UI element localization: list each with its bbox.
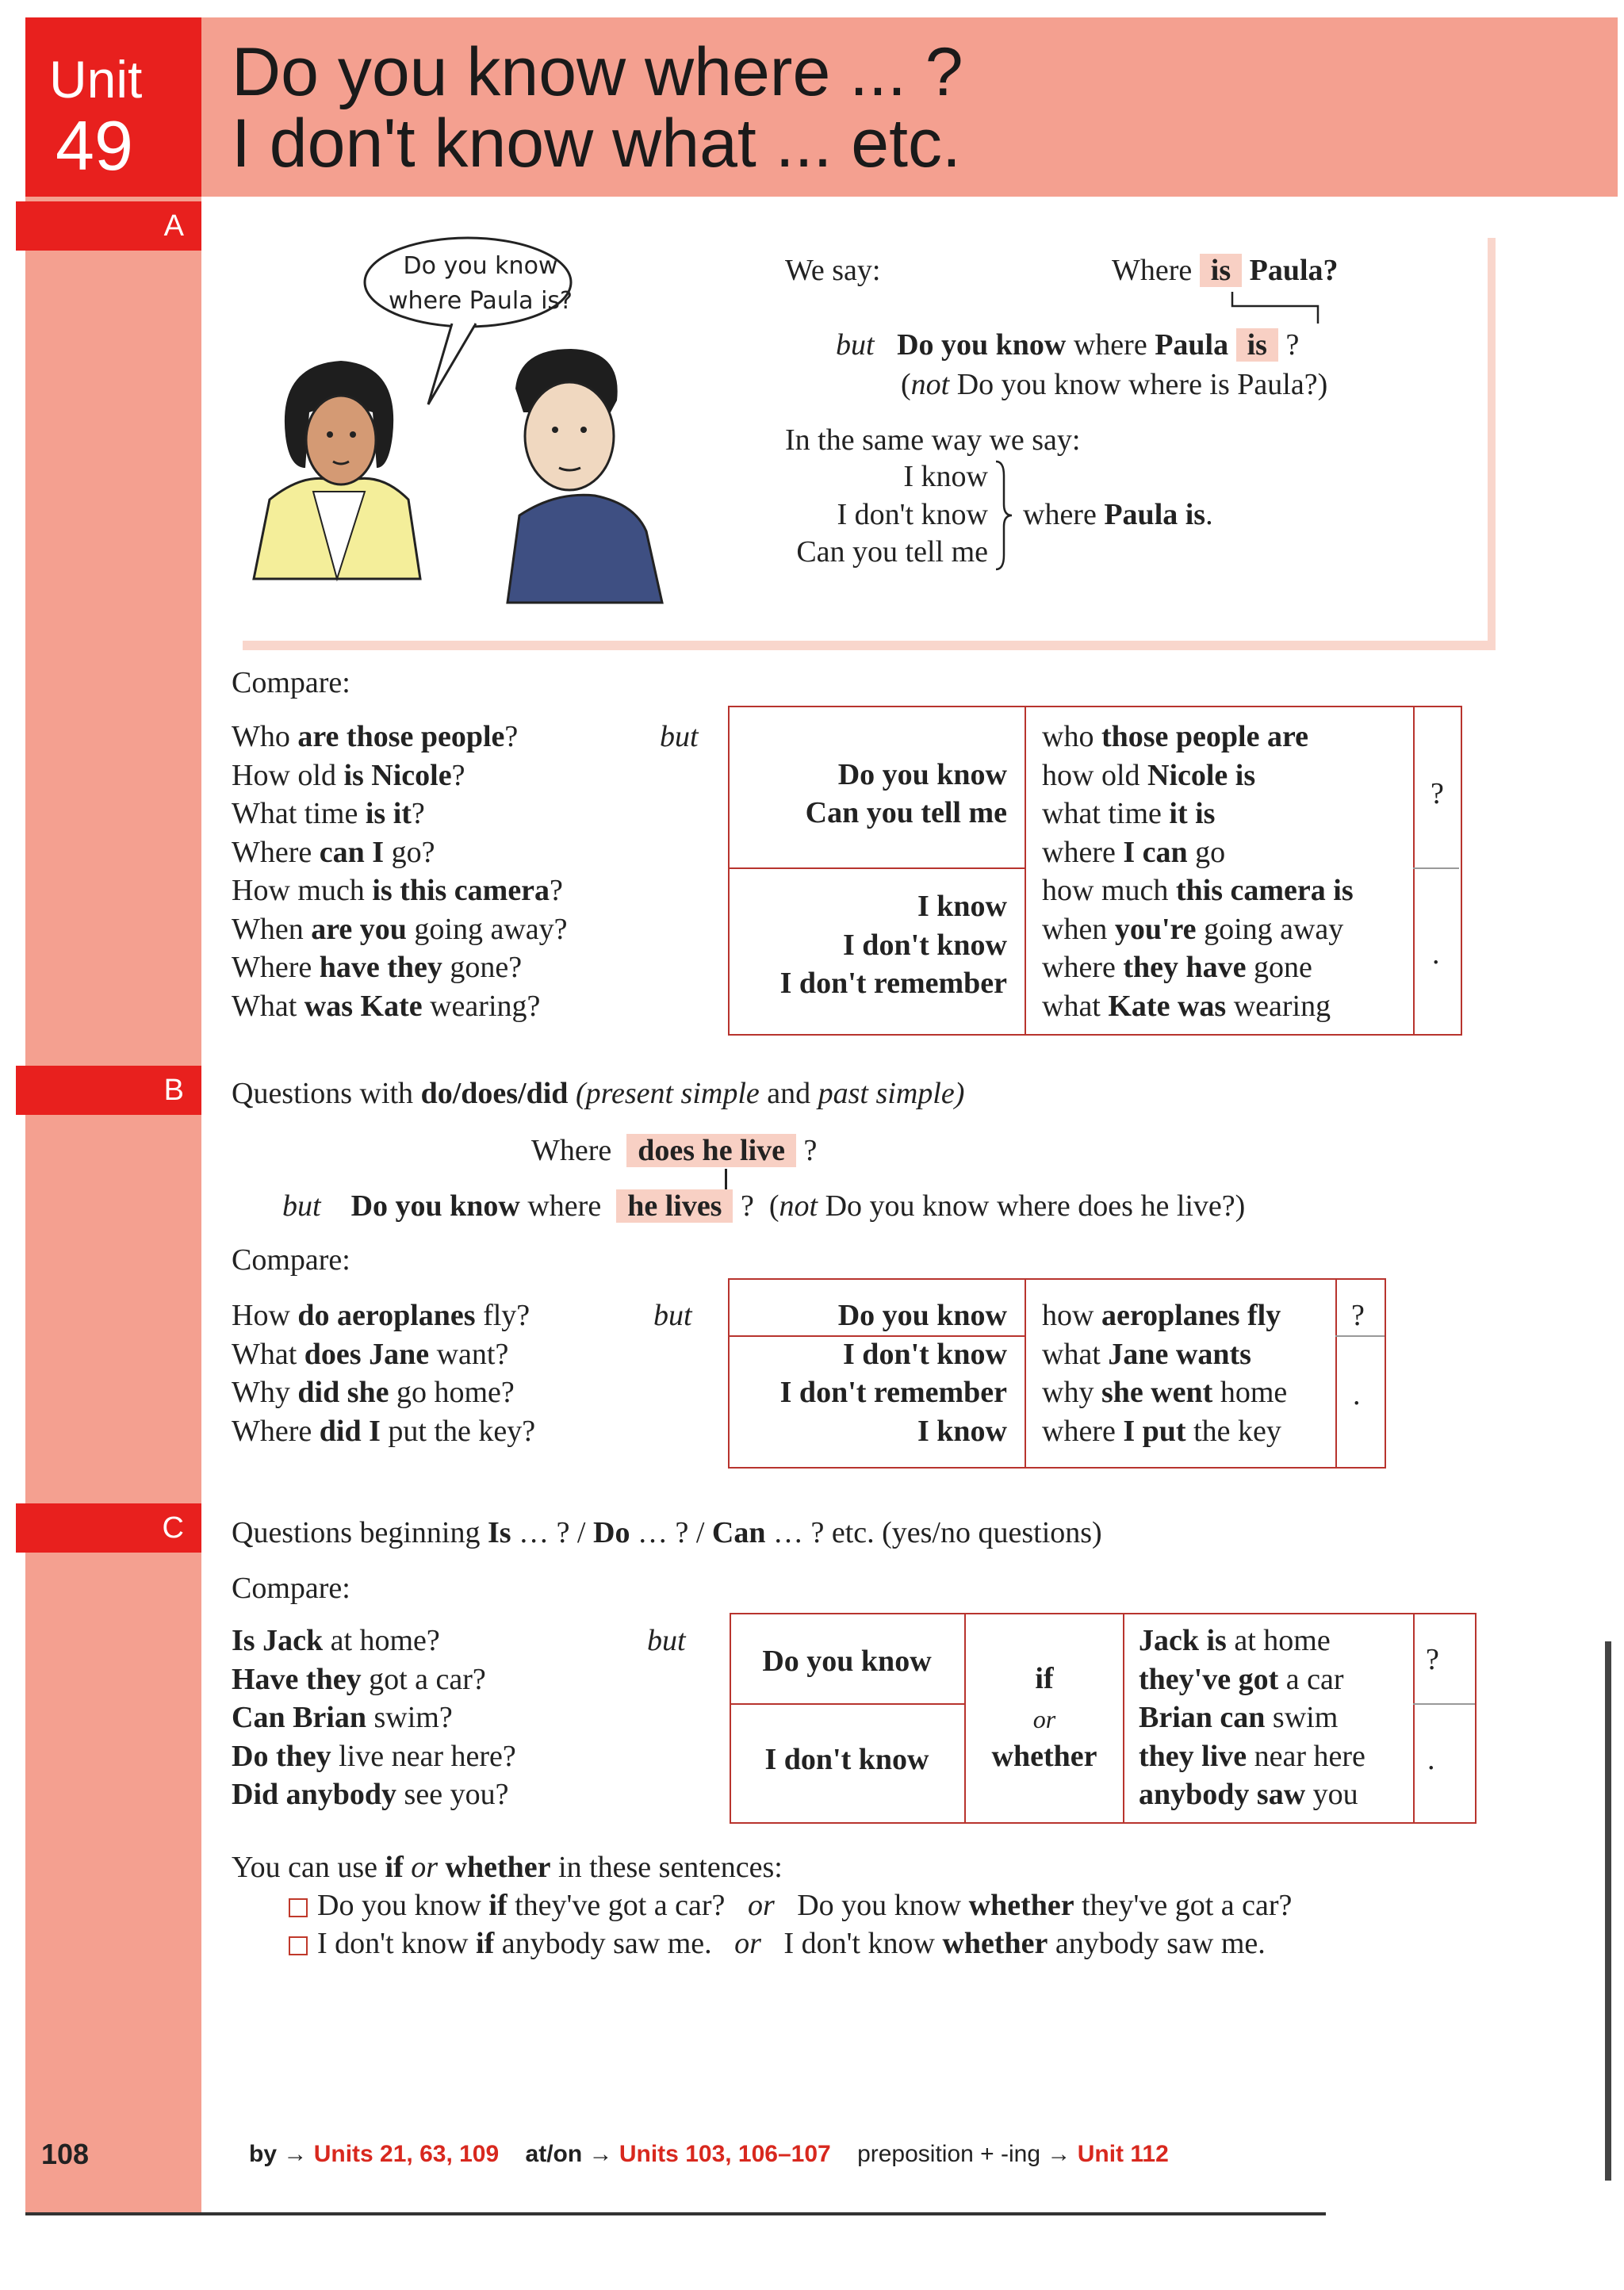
- word-order-arrow: [1229, 292, 1324, 324]
- example-embedded: but Do you know where Paula is ?: [836, 328, 1300, 362]
- compare-c: Compare:: [232, 1572, 350, 1605]
- footer-rule: [25, 2212, 1326, 2215]
- list-item: What time is it?: [232, 797, 425, 830]
- section-tag-b: B: [16, 1066, 201, 1115]
- compare-b-questions: [232, 1297, 535, 1451]
- unit-number: 49: [56, 106, 133, 185]
- table-row: how aeroplanes fly: [1042, 1299, 1281, 1332]
- end-full-stop-b: .: [1353, 1378, 1361, 1411]
- end-question-mark-c: ?: [1426, 1643, 1439, 1676]
- list-item: Is Jack at home?: [232, 1624, 440, 1657]
- compare-a-questions: [232, 718, 568, 1026]
- list-item: Where have they gone?: [232, 951, 523, 984]
- title-line-2: I don't know what ... etc.: [232, 105, 961, 182]
- brace: [994, 460, 1013, 571]
- cross-references: by → Units 21, 63, 109 at/on → Units 103, 106–107 preposition + -ing → Unit 112: [249, 2141, 1169, 2167]
- unit-badge: [25, 17, 201, 197]
- table-a-left-bottom: I know I don't know I don't remember: [779, 890, 1007, 1000]
- list-item: How much is this camera?: [232, 874, 563, 907]
- section-b-heading: Questions with do/does/did (present simple and past simple): [232, 1077, 965, 1110]
- where-paula-is: where Paula is.: [1023, 498, 1213, 531]
- example-question: Where is Paula?: [1112, 254, 1339, 287]
- checkbox-icon: [289, 1936, 308, 1955]
- list-item: What does Jane want?: [232, 1337, 509, 1371]
- list-item: Who are those people?: [232, 720, 519, 753]
- link-units-by[interactable]: Units 21, 63, 109: [313, 2141, 500, 2167]
- list-item: When are you going away?: [232, 912, 568, 946]
- table-row: Jack is at home: [1139, 1624, 1331, 1657]
- table-row: where I put the key: [1042, 1414, 1281, 1448]
- checkbox-icon: [289, 1898, 308, 1917]
- list-item: Can Brian swim?: [232, 1701, 453, 1734]
- compare-c-questions: [232, 1622, 516, 1815]
- man-face: [525, 382, 614, 490]
- table-row: they've got a car: [1139, 1662, 1344, 1696]
- we-say: We say:: [785, 254, 881, 287]
- if-whether-note: You can use if or whether in these sentences:: [232, 1851, 783, 1884]
- table-c-left-top: Do you know: [762, 1645, 932, 1678]
- section-tag-c: C: [16, 1503, 201, 1553]
- table-c-right: [1139, 1622, 1365, 1815]
- but-b: but: [653, 1299, 692, 1332]
- left-band: [25, 17, 201, 2214]
- example-sentence-1: Do you know if they've got a car? or Do you know whether they've got a car?: [317, 1889, 1293, 1922]
- list-item: What was Kate wearing?: [232, 989, 541, 1023]
- end-question-mark-a: ?: [1431, 777, 1444, 810]
- table-b-left: Do you know I don't know I don't remember I know: [779, 1299, 1007, 1448]
- table-row: why she went home: [1042, 1376, 1288, 1409]
- table-row: when you're going away: [1042, 912, 1344, 946]
- table-c-whether: whether: [991, 1740, 1097, 1773]
- table-row: how old Nicole is: [1042, 758, 1256, 792]
- compare-b: Compare:: [232, 1243, 350, 1277]
- end-full-stop-c: .: [1427, 1743, 1435, 1776]
- table-row: Brian can swim: [1139, 1701, 1339, 1734]
- end-question-mark-b: ?: [1351, 1299, 1365, 1332]
- link-unit-prep[interactable]: Unit 112: [1077, 2141, 1169, 2167]
- list-item: Do they live near here?: [232, 1739, 516, 1773]
- section-tag-a: A: [16, 201, 201, 251]
- same-way-intros: I know I don't know Can you tell me: [796, 460, 988, 569]
- list-item: Where can I go?: [232, 835, 435, 869]
- table-row: what Kate was wearing: [1042, 989, 1331, 1023]
- table-b-right: [1042, 1297, 1287, 1451]
- title-header: [201, 17, 1618, 197]
- table-row: what time it is: [1042, 797, 1216, 830]
- table-row: how much this camera is: [1042, 874, 1354, 907]
- example-sentence-2: I don't know if anybody saw me. or I don't know whether anybody saw me.: [317, 1927, 1266, 1960]
- list-item: How do aeroplanes fly?: [232, 1299, 530, 1332]
- table-c-left-bottom: I don't know: [764, 1743, 929, 1776]
- table-row: who those people are: [1042, 720, 1308, 753]
- woman-face: [306, 396, 376, 484]
- section-c-heading: Questions beginning Is … ? / Do … ? / Can … ? etc. (yes/no questions): [232, 1516, 1102, 1549]
- table-a-right: [1042, 718, 1354, 1026]
- but-c: but: [647, 1624, 686, 1657]
- unit-label: Unit: [49, 50, 143, 109]
- end-full-stop-a: .: [1432, 937, 1440, 971]
- table-row: they live near here: [1139, 1739, 1365, 1773]
- title-line-1: Do you know where ... ?: [232, 34, 963, 110]
- table-c-or: or: [1032, 1705, 1056, 1733]
- table-row: what Jane wants: [1042, 1337, 1251, 1371]
- list-item: Where did I put the key?: [232, 1414, 536, 1448]
- section-b-example-2: but Do you know where he lives ? (not Do you know where does he live?): [282, 1189, 1246, 1223]
- section-b-example-1: Where does he live ?: [531, 1134, 818, 1167]
- table-row: anybody saw you: [1139, 1778, 1358, 1811]
- same-way: In the same way we say:: [785, 423, 1081, 457]
- not-example-a: (not Do you know where is Paula?): [901, 368, 1328, 401]
- but-a: but: [660, 720, 699, 753]
- speech-bubble-text: Do you know where Paula is?: [389, 252, 573, 315]
- table-row: where they have gone: [1042, 951, 1312, 984]
- list-item: Have they got a car?: [232, 1662, 486, 1696]
- man-shirt: [508, 495, 662, 603]
- table-a-left-top: Do you know Can you tell me: [805, 758, 1007, 829]
- list-item: How old is Nicole?: [232, 758, 465, 792]
- link-units-aton[interactable]: Units 103, 106–107: [619, 2141, 831, 2167]
- page-number: 108: [41, 2138, 90, 2170]
- list-item: Did anybody see you?: [232, 1778, 509, 1811]
- list-item: Why did she go home?: [232, 1376, 515, 1409]
- compare-a: Compare:: [232, 666, 350, 699]
- page-edge: [1605, 1641, 1611, 2181]
- table-row: where I can go: [1042, 835, 1226, 869]
- table-c-if: if: [1035, 1662, 1054, 1695]
